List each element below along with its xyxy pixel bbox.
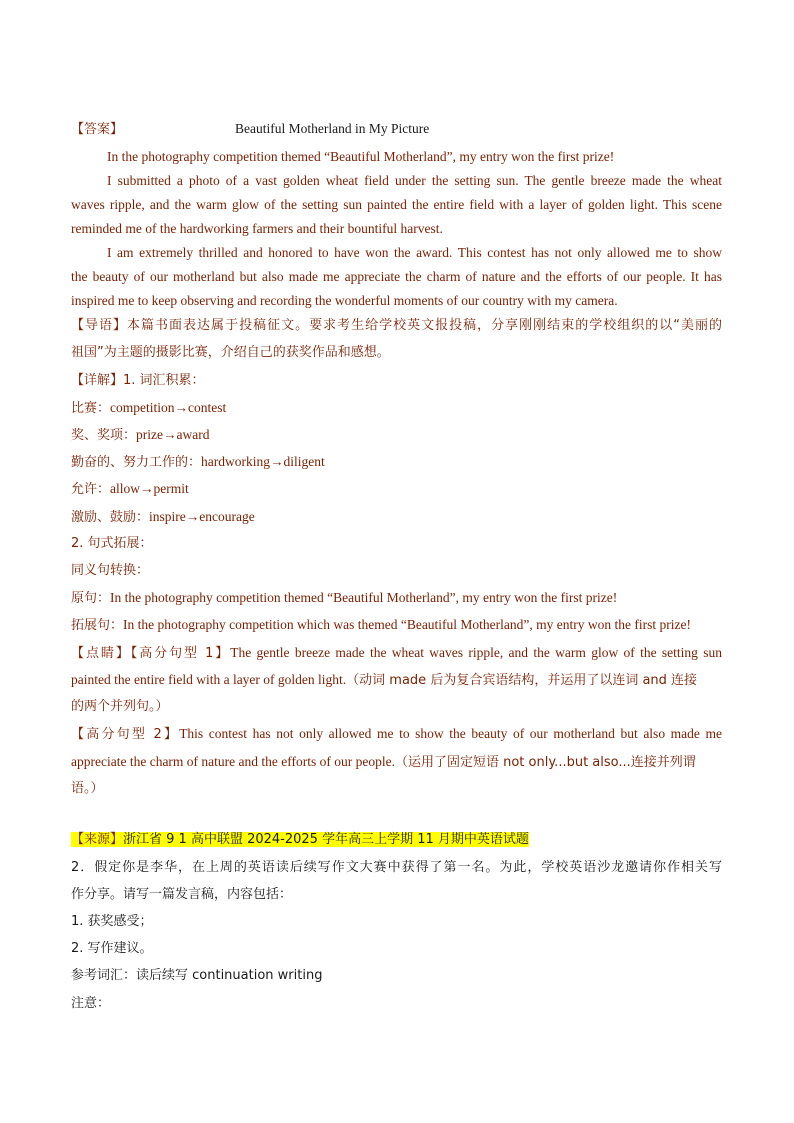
sentence-pattern-1-note: （动词 made 后为复合宾语结构，并运用了以连词 and 连接 <box>346 673 698 688</box>
vocab-cn: 激励、鼓励： <box>71 510 150 525</box>
detail-subheading: 1. 词汇积累： <box>123 373 205 388</box>
sentence-expansion-heading: 2. 句式拓展： <box>71 536 153 551</box>
highlight-line-2 <box>71 668 697 693</box>
highlight-line-4 <box>71 722 722 747</box>
sentence-pattern-2-tag: 【高分句型 2】 <box>71 727 180 742</box>
highlight-line-5 <box>71 750 696 775</box>
essay-line: In the photography competition themed “Beautiful Motherland”, my entry won the first prize! <box>107 149 615 164</box>
vocab-en: prize→award <box>136 427 210 442</box>
original-text: In the photography competition themed “Beautiful Motherland”, my entry won the first prize! <box>110 590 618 605</box>
source-line <box>71 828 529 852</box>
vocab-en: allow→permit <box>110 481 189 496</box>
vocab-en: hardworking→diligent <box>201 454 325 469</box>
essay-line: reminded me of the hardworking farmers and their bountiful harvest. <box>71 221 443 236</box>
vocab-item <box>71 505 255 530</box>
vocab-cn: 允许： <box>71 482 111 497</box>
guide-tag: 【导语】 <box>71 318 128 333</box>
essay-line: waves ripple, and the warm glow of the setting sun painted the entire field with a layer of golden light. This scene <box>71 197 722 212</box>
highlight-line-1 <box>71 641 722 666</box>
highlight-tag: 【点睛】 <box>71 646 131 661</box>
source-text: 浙江省 9 1 高中联盟 2024-2025 学年高三上学期 11 月期中英语试题 <box>123 832 529 847</box>
question-line: 2．假定你是李华，在上周的英语读后续写作文大赛中获得了第一名。为此，学校英语沙龙邀请你作相关写 <box>71 860 722 875</box>
essay-line: I am extremely thrilled and honored to have won the award. This contest has not only allowed me to show <box>107 245 722 260</box>
guide-line-1 <box>71 314 722 338</box>
note-label: 注意： <box>71 996 111 1011</box>
source-tag: 【来源】 <box>71 832 124 847</box>
vocab-en: competition→contest <box>110 400 227 415</box>
essay-line: I submitted a photo of a vast golden wheat field under the setting sun. The gentle breeze made the wheat <box>107 173 722 188</box>
question-item: 1. 获奖感受； <box>71 914 153 929</box>
original-sentence <box>71 586 617 611</box>
sentence-pattern-1-text: The gentle breeze made the wheat waves ripple, and the warm glow of the setting sun <box>230 645 722 660</box>
detail-tag: 【详解】 <box>71 373 124 388</box>
vocab-item <box>71 396 226 421</box>
highlight-line-6: 语。） <box>71 781 104 796</box>
essay-title: Beautiful Motherland in My Picture <box>235 121 430 136</box>
essay-line: the beauty of our motherland but also made me appreciate the charm of nature and the efforts of our people. It has <box>71 269 722 284</box>
answer-heading <box>71 117 123 142</box>
vocab-cn: 勤奋的、努力工作的： <box>71 455 202 470</box>
sentence-pattern-2-note: （运用了固定短语 not only...but also...连接并列谓 <box>394 755 696 770</box>
extended-sentence <box>71 613 691 638</box>
vocab-item <box>71 477 189 502</box>
vocab-item <box>71 423 209 448</box>
sentence-pattern-1-tag: 【高分句型 1】 <box>130 646 231 661</box>
vocab-item <box>71 450 325 475</box>
question-line: 作分享。请写一篇发言稿，内容包括： <box>71 887 293 902</box>
essay-line: inspired me to keep observing and recording the wonderful moments of our country with my camera. <box>71 293 618 308</box>
synonym-heading: 同义句转换： <box>71 563 150 578</box>
vocab-cn: 比赛： <box>71 401 111 416</box>
question-item: 2. 写作建议。 <box>71 941 153 956</box>
guide-text: 本篇书面表达属于投稿征文。要求考生给学校英文报投稿，分享刚刚结束的学校组织的以“美丽的 <box>127 318 722 333</box>
guide-line-2: 祖国”为主题的摄影比赛，介绍自己的获奖作品和感想。 <box>71 345 390 360</box>
detail-heading <box>71 368 205 393</box>
sentence-pattern-2-text: This contest has not only allowed me to show the beauty of our motherland but also made me <box>179 726 722 741</box>
highlight-line-3: 的两个并列句。） <box>71 699 169 714</box>
original-label: 原句： <box>71 591 111 606</box>
reference-vocab: 参考词汇：读后续写 continuation writing <box>71 968 323 983</box>
vocab-en: inspire→encourage <box>149 509 255 524</box>
sentence-pattern-2-text: appreciate the charm of nature and the efforts of our people. <box>71 754 395 769</box>
answer-tag: 【答案】 <box>71 122 124 137</box>
sentence-pattern-1-text: painted the entire field with a layer of golden light. <box>71 672 347 687</box>
extended-label: 拓展句： <box>71 618 124 633</box>
vocab-cn: 奖、奖项： <box>71 428 137 443</box>
extended-text: In the photography competition which was themed “Beautiful Motherland”, my entry won the first prize! <box>123 617 691 632</box>
